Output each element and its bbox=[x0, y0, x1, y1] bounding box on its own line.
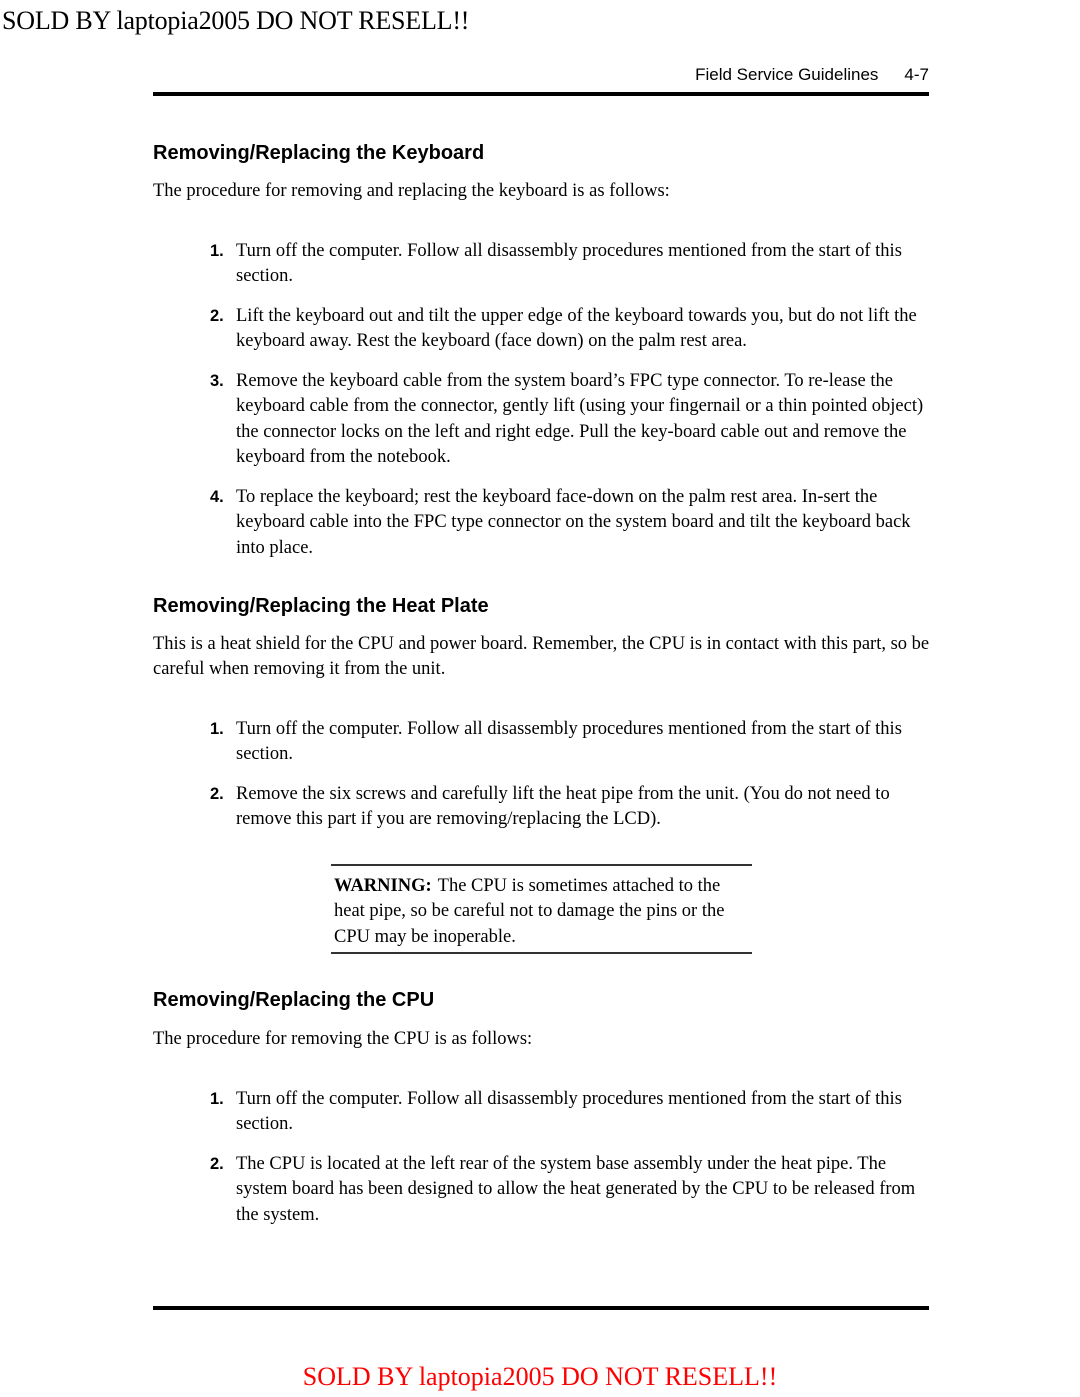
footer-rule bbox=[153, 1306, 929, 1310]
running-header bbox=[695, 65, 929, 85]
step-number: 2. bbox=[210, 785, 224, 803]
list-item bbox=[208, 304, 928, 355]
step-number: 2. bbox=[210, 1155, 224, 1173]
watermark-bottom: SOLD BY laptopia2005 DO NOT RESELL!! bbox=[302, 1362, 778, 1391]
list-item bbox=[208, 239, 928, 290]
warning-text: The CPU is sometimes attached to the heat pipe, so be careful not to damage the pins or the CPU may be inoperable. bbox=[334, 876, 725, 947]
section-heading-keyboard: Removing/Replacing the Keyboard bbox=[153, 142, 485, 164]
list-item bbox=[208, 369, 928, 470]
warning-box bbox=[331, 864, 752, 954]
header-title: Field Service Guidelines bbox=[695, 65, 879, 84]
step-text: Turn off the computer. Follow all disassembly procedures mentioned from the start of this section. bbox=[236, 241, 902, 287]
list-item bbox=[208, 1152, 928, 1228]
step-number: 2. bbox=[210, 307, 224, 325]
step-text: Lift the keyboard out and tilt the upper edge of the keyboard towards you, but do not lift the keyboard away. Rest the keyboard (face down) on the palm rest area. bbox=[236, 306, 917, 352]
step-text: Turn off the computer. Follow all disassembly procedures mentioned from the start of this section. bbox=[236, 719, 902, 765]
step-text: The CPU is located at the left rear of the system base assembly under the heat pipe. The system board has been designed to allow the heat generated by the CPU to be released from the system. bbox=[236, 1154, 916, 1225]
step-text: Remove the six screws and carefully lift the heat pipe from the unit. (You do not need to remove this part if you are removing/replacing the LCD). bbox=[236, 784, 890, 830]
list-item bbox=[208, 717, 928, 768]
list-item bbox=[208, 782, 928, 833]
step-number: 1. bbox=[210, 720, 224, 738]
list-item bbox=[208, 1087, 928, 1138]
section-heading-cpu: Removing/Replacing the CPU bbox=[153, 989, 435, 1011]
list-item bbox=[208, 485, 928, 561]
step-number: 1. bbox=[210, 242, 224, 260]
step-text: Turn off the computer. Follow all disassembly procedures mentioned from the start of this section. bbox=[236, 1089, 902, 1135]
step-number: 4. bbox=[210, 488, 224, 506]
section-intro-keyboard: The procedure for removing and replacing the keyboard is as follows: bbox=[153, 181, 670, 201]
page-number: 4-7 bbox=[904, 65, 929, 84]
step-number: 1. bbox=[210, 1090, 224, 1108]
header-rule bbox=[153, 92, 929, 96]
section-intro-heat-plate: This is a heat shield for the CPU and power board. Remember, the CPU is in contact with this part, so be careful when removing it from the unit. bbox=[153, 634, 930, 679]
step-text: Remove the keyboard cable from the system board’s FPC type connector. To re-lease the keyboard cable from the connector, gently lift (using your fingernail or a thin pointed object) the connector locks on the left and right edge. Pull the key-board cable out and remove the keyboard from the notebook. bbox=[236, 371, 924, 467]
step-number: 3. bbox=[210, 372, 224, 390]
warning-label: WARNING: bbox=[334, 876, 432, 896]
section-heading-heat-plate: Removing/Replacing the Heat Plate bbox=[153, 595, 489, 617]
step-text: To replace the keyboard; rest the keyboard face-down on the palm rest area. In-sert the keyboard cable into the FPC type connector on the system board and tilt the keyboard back into place. bbox=[236, 487, 911, 558]
watermark-top: SOLD BY laptopia2005 DO NOT RESELL!! bbox=[2, 6, 470, 35]
section-intro-cpu: The procedure for removing the CPU is as follows: bbox=[153, 1029, 533, 1049]
